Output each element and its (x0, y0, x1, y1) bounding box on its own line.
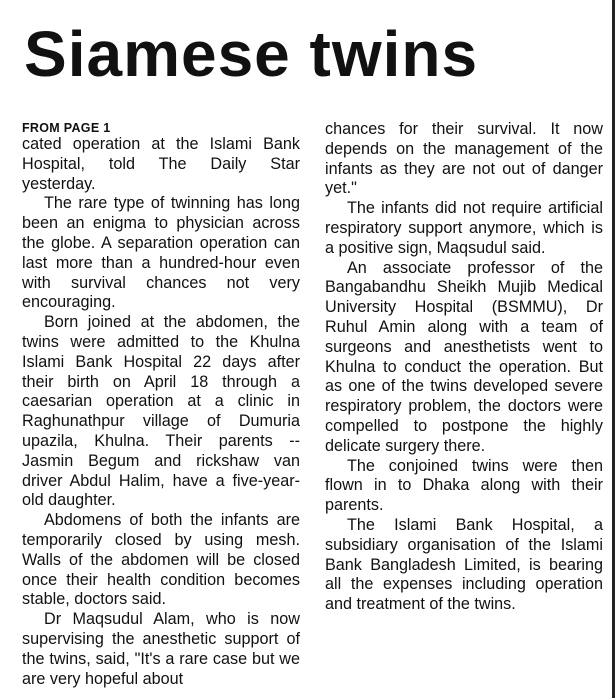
paragraph: cated operation at the Islami Bank Hospital, told The Daily Star yesterday. (22, 135, 300, 193)
paragraph: chances for their survival. It now depends on the management of the infants as they are not out of danger yet." (325, 120, 603, 198)
paragraph: The conjoined twins were then flown in to Dhaka along with their parents. (325, 456, 603, 515)
paragraph: An associate professor of the Bangabandhu Sheikh Mujib Medical University Hospital (BSMMU), Dr Ruhul Amin along with a team of surgeons and anesthetists went to Khulna to conduct the operation. But as one of the twins developed severe respiratory problem, the doctors were compelled to postpone the highly delicate surgery there. (325, 258, 603, 455)
paragraph: Dr Maqsudul Alam, who is now supervising the anesthetic support of the twins, said, "It's a rare case but we are very hopeful about (22, 610, 300, 688)
article-column-left (22, 120, 300, 698)
paragraph: The infants did not require artificial respiratory support anymore, which is a positive sign, Maqsudul said. (325, 199, 603, 257)
paragraph: The rare type of twinning has long been an enigma to physician across the globe. A separation operation can last more than a hundred-hour even with survival chances not very encouraging. (22, 194, 300, 312)
paragraph: The Islami Bank Hospital, a subsidiary organisation of the Islami Bank Bangladesh Limited, is bearing all the expenses including operation and treatment of the twins. (325, 515, 603, 614)
article-column-right (325, 120, 603, 698)
paragraph: Abdomens of both the infants are temporarily closed by using mesh. Walls of the abdomen will be closed once their health condition becomes stable, doctors said. (22, 511, 300, 609)
headline: Siamese twins (24, 18, 479, 90)
kicker-from-page-1: FROM PAGE 1 (22, 121, 111, 135)
paragraph: Born joined at the abdomen, the twins were admitted to the Khulna Islami Bank Hospital 22 days after their birth on April 18 through a caesarian operation at a clinic in Raghunathpur village of Dumuria upazila, Khulna. Their parents -- Jasmin Begum and rickshaw van driver Abdul Halim, have a five-year-old daughter. (22, 313, 300, 510)
